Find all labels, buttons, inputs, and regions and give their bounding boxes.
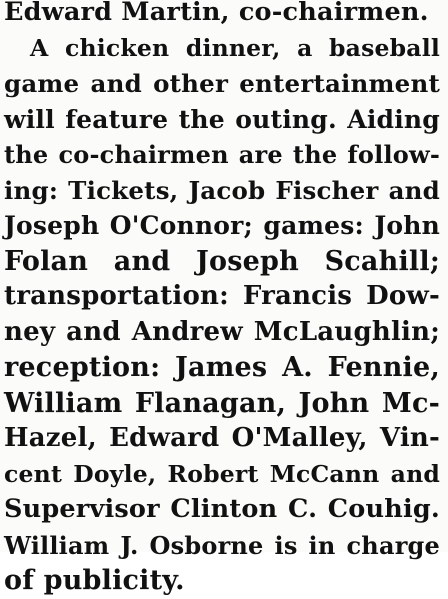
article-line-16: William J. Osborne is in charge <box>4 530 440 560</box>
article-line-5: the co-chairmen are the follow- <box>4 140 440 169</box>
article-line-8: Folan and Joseph Scahill; <box>4 245 440 277</box>
article-line-2: A chicken dinner, a baseball <box>30 33 440 62</box>
article-line-1: Edward Martin, co-chairmen. <box>4 0 429 27</box>
article-line-12: William Flanagan, John Mc- <box>4 387 440 419</box>
article-line-7: Joseph O'Connor; games: John <box>4 211 440 240</box>
article-line-15: Supervisor Clinton C. Couhig. <box>4 494 440 524</box>
article-line-9: transportation: Francis Dow- <box>4 281 440 311</box>
article-line-11: reception: James A. Fennie, <box>4 352 440 383</box>
article-line-14: cent Doyle, Robert McCann and <box>4 459 440 488</box>
article-line-17: of publicity. <box>4 565 185 596</box>
article-line-6: ing: Tickets, Jacob Fischer and <box>4 175 440 205</box>
article-line-10: ney and Andrew McLaughlin; <box>4 316 440 347</box>
article-line-3: game and other entertainment <box>4 69 440 98</box>
article-line-13: Hazel, Edward O'Malley, Vin- <box>4 423 440 453</box>
article-line-4: will feature the outing. Aiding <box>4 104 440 134</box>
